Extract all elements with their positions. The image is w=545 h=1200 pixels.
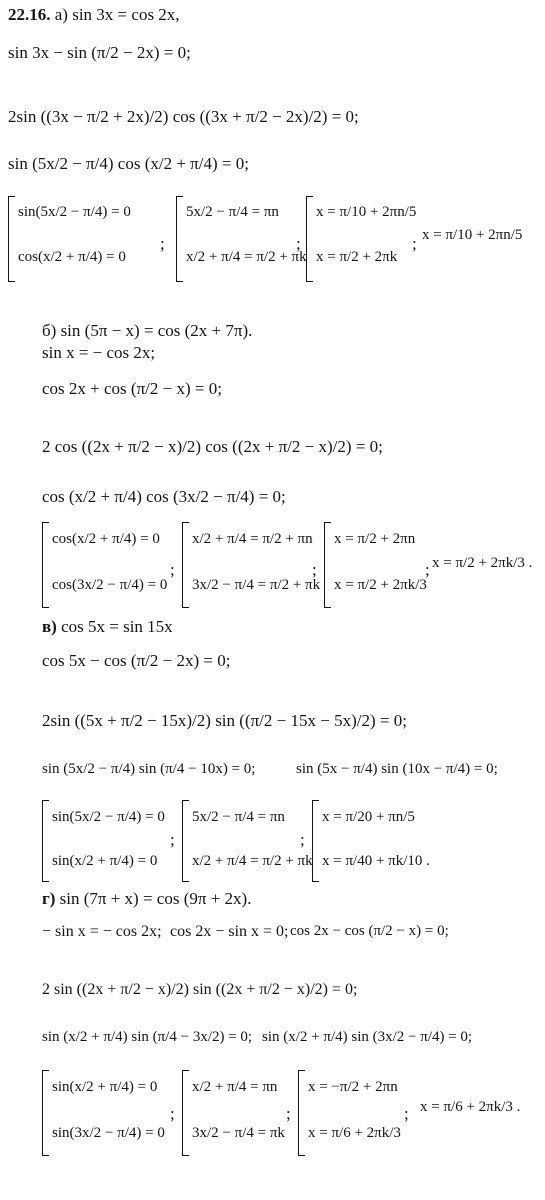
part-g-step-1c: cos 2x − cos (π/2 − x) = 0; [290,923,449,939]
part-g-bracket-1 [42,1070,49,1156]
part-a-sys3-row2: x = π/2 + 2πk [316,249,398,265]
part-g-equation: sin (7π + x) = cos (9π + 2x). [59,889,252,908]
part-b-bracket-2 [182,522,189,608]
part-b-bracket-3 [324,522,331,608]
separator: ; [170,1104,175,1123]
separator: ; [296,234,301,253]
part-b-step-2: 2 cos ((2x + π/2 − x)/2) cos ((2x + π/2 − x)/2) = 0; [42,437,383,456]
part-g-step-1a: − sin x = − cos 2x; [42,923,162,940]
part-g-label: г) [42,889,56,908]
part-v-sys3-row2: x = π/40 + πk/10 . [322,853,430,869]
part-a-equation: sin 3x = cos 2x, [72,5,180,24]
problem-number: 22.16. [8,5,51,24]
part-a-step-2: 2sin ((3x − π/2 + 2x)/2) cos ((3x + π/2 − 2x)/2) = 0; [8,107,359,126]
part-g-step-3a: sin (x/2 + π/4) sin (π/4 − 3x/2) = 0; [42,1029,253,1045]
part-g-bracket-2 [182,1070,189,1156]
part-b-sys3-row1: x = π/2 + 2πn [334,531,416,547]
part-b-sys2-row2: 3x/2 − π/4 = π/2 + πk [192,577,321,593]
part-v-bracket-1 [42,800,49,882]
part-a-bracket-2 [176,196,183,282]
part-a-sys2-row1: 5x/2 − π/4 = πn [186,204,279,220]
part-v-sys1-row2: sin(x/2 + π/4) = 0 [52,853,158,869]
part-a-sys1-row1: sin(5x/2 − π/4) = 0 [18,204,131,220]
separator: ; [286,1104,291,1123]
part-b-sys3-row2: x = π/2 + 2πk/3 [334,577,427,593]
part-b-step-3: cos (x/2 + π/4) cos (3x/2 − π/4) = 0; [42,487,286,506]
part-g-step-3b: sin (x/2 + π/4) sin (3x/2 − π/4) = 0; [262,1029,473,1045]
part-v-step-3a: sin (5x/2 − π/4) sin (π/4 − 10x) = 0; [42,761,256,777]
part-g-answer: x = π/6 + 2πk/3 . [420,1099,521,1115]
part-a-step-3: sin (5x/2 − π/4) cos (x/2 + π/4) = 0; [8,154,249,173]
part-v-bracket-3 [312,800,319,882]
separator: ; [160,234,165,253]
part-b-label: б) [42,321,57,340]
part-g-sys2-row1: x/2 + π/4 = πn [192,1079,278,1095]
part-g-sys3-row1: x = −π/2 + 2πn [308,1079,398,1095]
part-g-header [42,890,251,907]
part-a-header [8,6,180,23]
part-b-step-0: sin x = − cos 2x; [42,343,156,362]
part-b-sys1-row1: cos(x/2 + π/4) = 0 [52,531,160,547]
separator: ; [404,1104,409,1123]
part-a-sys1-row2: cos(x/2 + π/4) = 0 [18,249,126,265]
part-g-sys1-row2: sin(3x/2 − π/4) = 0 [52,1125,165,1141]
part-v-header [42,618,173,635]
separator: ; [300,830,305,849]
part-v-step-3b: sin (5x − π/4) sin (10x − π/4) = 0; [296,761,498,777]
part-b-sys2-row1: x/2 + π/4 = π/2 + πn [192,531,313,547]
part-v-step-1: cos 5x − cos (π/2 − 2x) = 0; [42,651,231,670]
part-b-sys1-row2: cos(3x/2 − π/4) = 0 [52,577,168,593]
part-g-sys1-row1: sin(x/2 + π/4) = 0 [52,1079,158,1095]
separator: ; [170,830,175,849]
part-v-equation: cos 5x = sin 15x [61,617,173,636]
part-v-step-2: 2sin ((5x + π/2 − 15x)/2) sin ((π/2 − 15x − 5x)/2) = 0; [42,711,407,730]
part-g-bracket-3 [298,1070,305,1156]
part-v-bracket-2 [182,800,189,882]
part-b-equation: sin (5π − x) = cos (2x + 7π). [60,321,253,340]
part-g-step-1b: cos 2x − sin x = 0; [170,923,289,940]
separator: ; [425,560,430,579]
part-b-bracket-1 [42,522,49,608]
part-g-step-2: 2 sin ((2x + π/2 − x)/2) sin ((2x + π/2 − x)/2) = 0; [42,981,358,998]
part-b-step-1: cos 2x + cos (π/2 − x) = 0; [42,379,222,398]
separator: ; [412,234,417,253]
part-a-bracket-3 [306,196,313,282]
part-b-header [42,322,252,339]
part-v-sys1-row1: sin(5x/2 − π/4) = 0 [52,809,165,825]
part-v-sys2-row2: x/2 + π/4 = π/2 + πk [192,853,313,869]
separator: ; [170,560,175,579]
part-v-sys3-row1: x = π/20 + πn/5 [322,809,415,825]
part-v-sys2-row1: 5x/2 − π/4 = πn [192,809,285,825]
part-g-sys3-row2: x = π/6 + 2πk/3 [308,1125,401,1141]
part-b-answer: x = π/2 + 2πk/3 . [432,555,533,571]
part-a-bracket-1 [8,196,15,282]
part-a-sys2-row2: x/2 + π/4 = π/2 + πk [186,249,307,265]
part-g-sys2-row2: 3x/2 − π/4 = πk [192,1125,285,1141]
separator: ; [312,560,317,579]
part-a-answer: x = π/10 + 2πn/5 [422,227,523,243]
part-a-sys3-row1: x = π/10 + 2πn/5 [316,204,417,220]
part-a-label: а) [54,5,68,24]
part-a-step-1: sin 3x − sin (π/2 − 2x) = 0; [8,43,191,62]
part-v-label: в) [42,617,57,636]
